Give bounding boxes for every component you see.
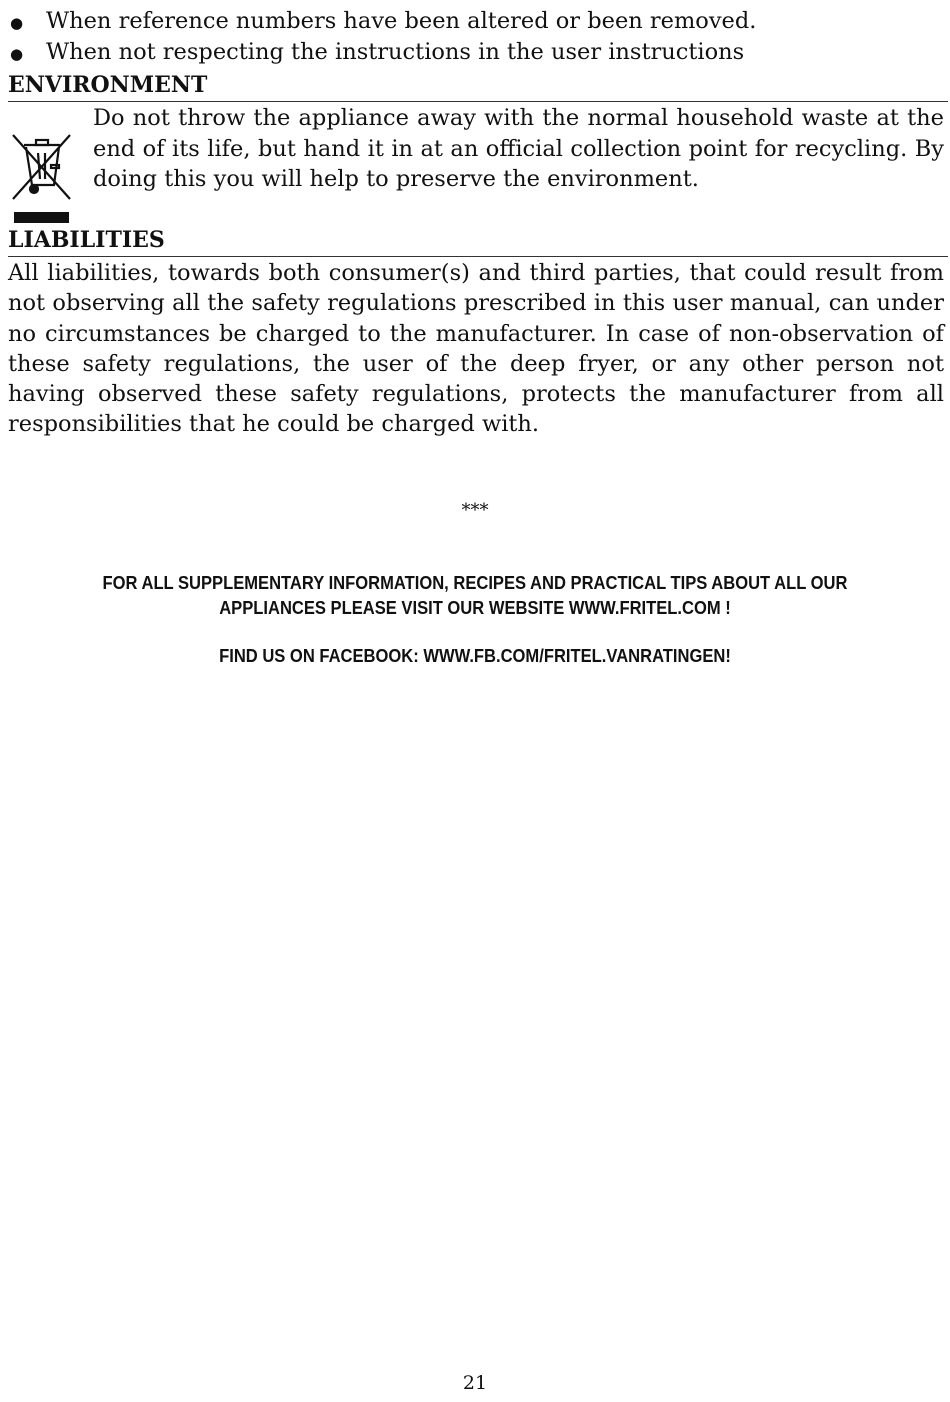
- bullet-list: [8, 6, 943, 68]
- environment-section: [8, 103, 944, 221]
- website-info-line: APPLIANCES PLEASE VISIT OUR WEBSITE WWW.FRITEL.COM !: [219, 598, 731, 618]
- website-info-line: FOR ALL SUPPLEMENTARY INFORMATION, RECIPES AND PRACTICAL TIPS ABOUT ALL OUR: [102, 573, 848, 593]
- bullet-text: When not respecting the instructions in the user instructions: [46, 39, 745, 65]
- list-item: [8, 37, 943, 68]
- liabilities-heading: LIABILITIES: [8, 226, 948, 257]
- bullet-icon: ●: [10, 14, 24, 32]
- page-number: 21: [462, 1372, 488, 1394]
- website-info: [38, 571, 912, 621]
- environment-heading: ENVIRONMENT: [8, 71, 948, 102]
- liabilities-paragraph: All liabilities, towards both consumer(s) and third parties, that could result from not observing all the safety regulations prescribed in this user manual, can under no circumstances be charged to the manufacturer. In case of non-observation of these safety regulations, the user of the deep fryer, or any other person not having observed these safety regulations, protects the manufacturer from all responsibilities that he could be charged with.: [8, 260, 944, 438]
- list-item: [8, 6, 943, 37]
- crossed-out-wheelie-bin-icon: [8, 123, 78, 223]
- section-separator: ***: [461, 500, 489, 521]
- facebook-info: FIND US ON FACEBOOK: WWW.FB.COM/FRITEL.VANRATINGEN!: [219, 646, 731, 666]
- environment-paragraph: Do not throw the appliance away with the normal household waste at the end of its life, but hand it in at an official collection point for recycling. By doing this you will help to preserve the environment.: [93, 105, 944, 192]
- bullet-text: When reference numbers have been altered or been removed.: [46, 8, 757, 34]
- bullet-icon: ●: [10, 45, 24, 63]
